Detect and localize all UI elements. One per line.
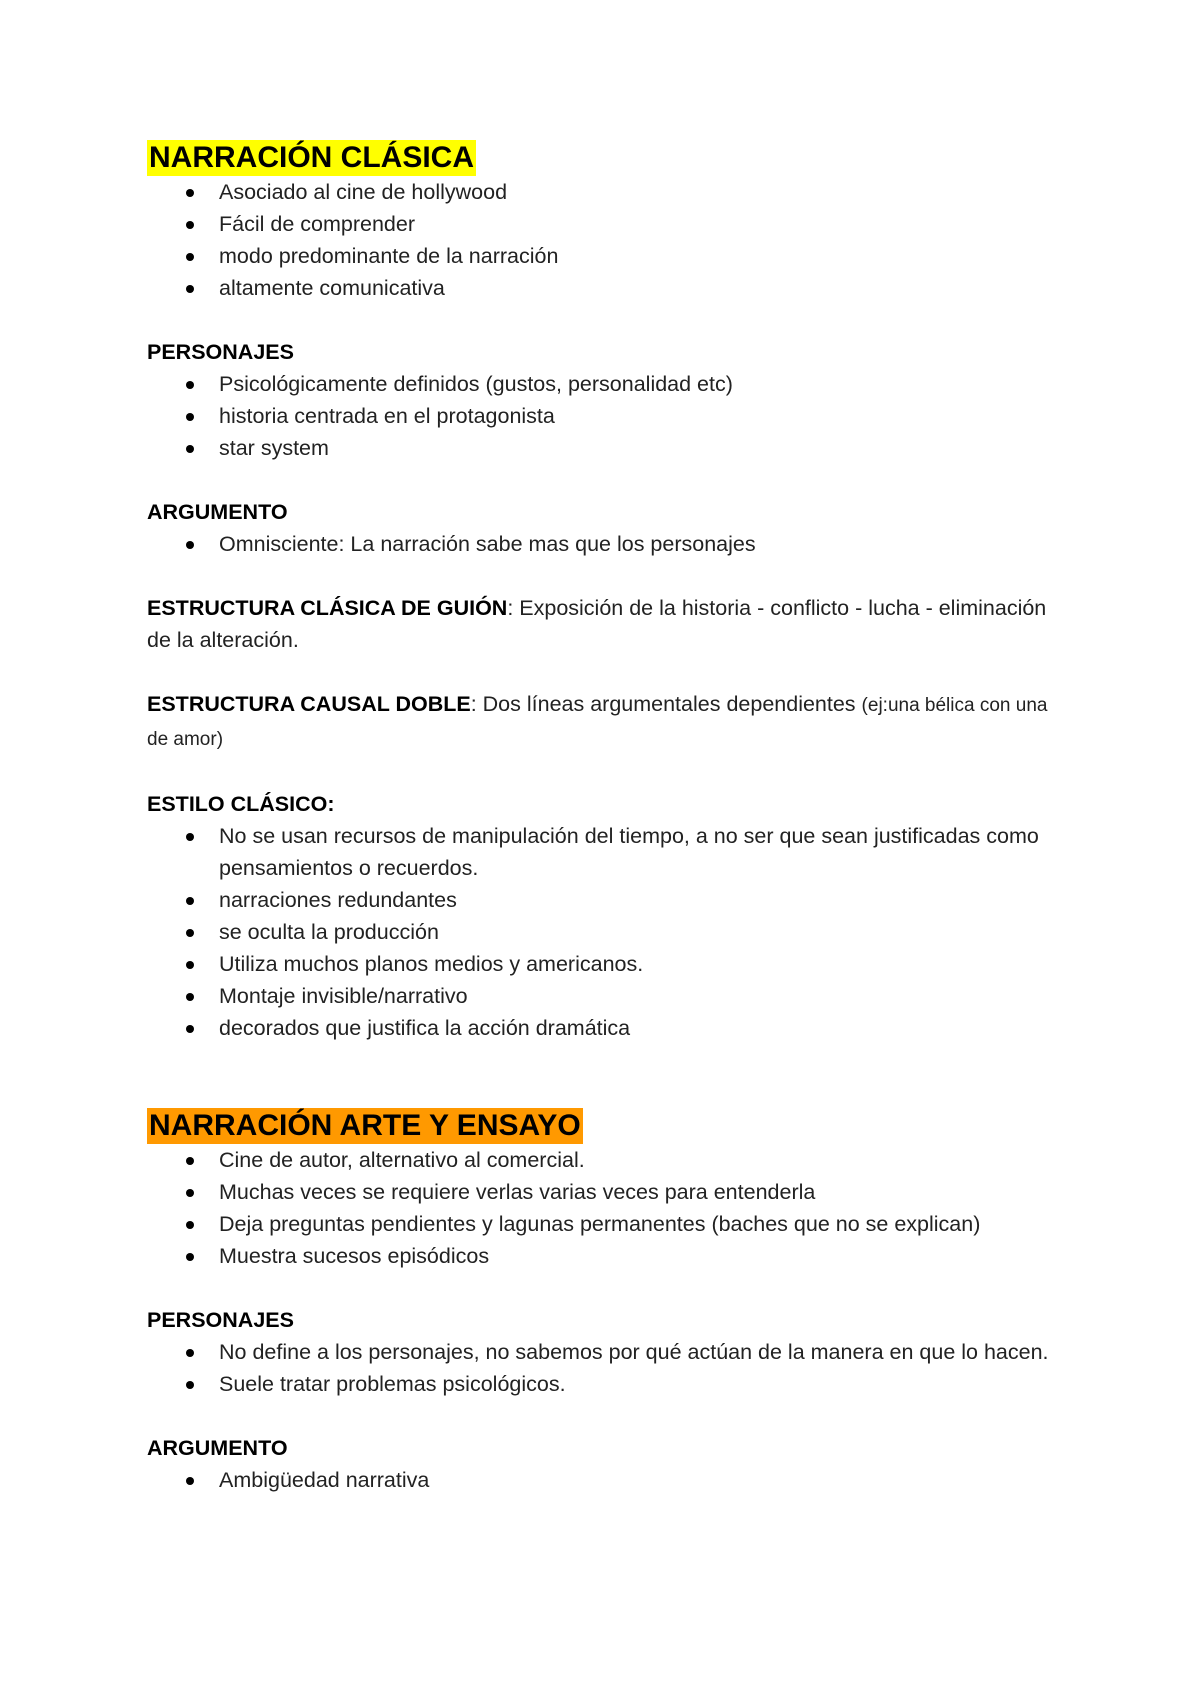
bullet-icon (186, 993, 194, 1001)
bullet-list-arte-argumento (147, 1464, 1067, 1496)
bullet-icon (186, 413, 194, 421)
section-narracion-clasica (147, 140, 1067, 1044)
bullet-icon (186, 1253, 194, 1261)
bullet-icon (186, 1349, 194, 1357)
document-page (147, 140, 1067, 1496)
bullet-icon (186, 189, 194, 197)
list-item: se oculta la producción (147, 916, 1067, 948)
bullet-icon (186, 381, 194, 389)
list-item: Asociado al cine de hollywood (147, 176, 1067, 208)
list-item: Psicológicamente definidos (gustos, personalidad etc) (147, 368, 1067, 400)
heading-argumento: ARGUMENTO (147, 1436, 288, 1460)
bullet-icon (186, 1189, 194, 1197)
bullet-icon (186, 1157, 194, 1165)
bullet-icon (186, 541, 194, 549)
list-item: modo predominante de la narración (147, 240, 1067, 272)
bullet-icon (186, 285, 194, 293)
list-item: Fácil de comprender (147, 208, 1067, 240)
section-title-arte-ensayo: NARRACIÓN ARTE Y ENSAYO (149, 1109, 581, 1142)
list-item: No define a los personajes, no sabemos por qué actúan de la manera en que lo hacen. (147, 1336, 1067, 1368)
paragraph-estructura-causal: ESTRUCTURA CAUSAL DOBLE: Dos líneas argumentales dependientes (ej:una bélica con una de amor) (147, 692, 1048, 750)
list-item: narraciones redundantes (147, 884, 1067, 916)
section-title-clasica: NARRACIÓN CLÁSICA (149, 141, 474, 174)
bullet-icon (186, 1221, 194, 1229)
heading-personajes: PERSONAJES (147, 1308, 294, 1332)
bullet-list-clasica-intro (147, 176, 1067, 304)
list-item: Utiliza muchos planos medios y americanos. (147, 948, 1067, 980)
list-item: Cine de autor, alternativo al comercial. (147, 1144, 1067, 1176)
list-item: Deja preguntas pendientes y lagunas permanentes (baches que no se explican) (147, 1208, 1067, 1240)
label-estructura-clasica: ESTRUCTURA CLÁSICA DE GUIÓN (147, 596, 508, 620)
paragraph-estructura-clasica: ESTRUCTURA CLÁSICA DE GUIÓN: Exposición de la historia - conflicto - lucha - eliminación de la alteración. (147, 596, 1047, 652)
list-item: historia centrada en el protagonista (147, 400, 1067, 432)
list-item: Montaje invisible/narrativo (147, 980, 1067, 1012)
bullet-icon (186, 961, 194, 969)
bullet-icon (186, 1477, 194, 1485)
bullet-list-arte-intro (147, 1144, 1067, 1272)
section-narracion-arte-ensayo (147, 1108, 1067, 1496)
list-item: Muchas veces se requiere verlas varias veces para entenderla (147, 1176, 1067, 1208)
bullet-icon (186, 833, 194, 841)
heading-estilo-clasico: ESTILO CLÁSICO: (147, 792, 335, 816)
list-item: decorados que justifica la acción dramática (147, 1012, 1067, 1044)
bullet-list-arte-personajes (147, 1336, 1067, 1400)
list-item: No se usan recursos de manipulación del tiempo, a no ser que sean justificadas como pensamientos o recuerdos. (147, 820, 1067, 884)
list-item: Muestra sucesos episódicos (147, 1240, 1067, 1272)
heading-personajes: PERSONAJES (147, 340, 294, 364)
heading-argumento: ARGUMENTO (147, 500, 288, 524)
bullet-list-clasica-argumento (147, 528, 1067, 560)
list-item: star system (147, 432, 1067, 464)
bullet-icon (186, 445, 194, 453)
bullet-list-clasica-personajes (147, 368, 1067, 464)
bullet-icon (186, 221, 194, 229)
list-item: Suele tratar problemas psicológicos. (147, 1368, 1067, 1400)
bullet-icon (186, 253, 194, 261)
bullet-list-estilo-clasico (147, 820, 1067, 1044)
bullet-icon (186, 897, 194, 905)
bullet-icon (186, 1381, 194, 1389)
list-item: Ambigüedad narrativa (147, 1464, 1067, 1496)
bullet-icon (186, 1025, 194, 1033)
list-item: Omnisciente: La narración sabe mas que los personajes (147, 528, 1067, 560)
bullet-icon (186, 929, 194, 937)
label-estructura-causal: ESTRUCTURA CAUSAL DOBLE (147, 692, 471, 716)
list-item: altamente comunicativa (147, 272, 1067, 304)
